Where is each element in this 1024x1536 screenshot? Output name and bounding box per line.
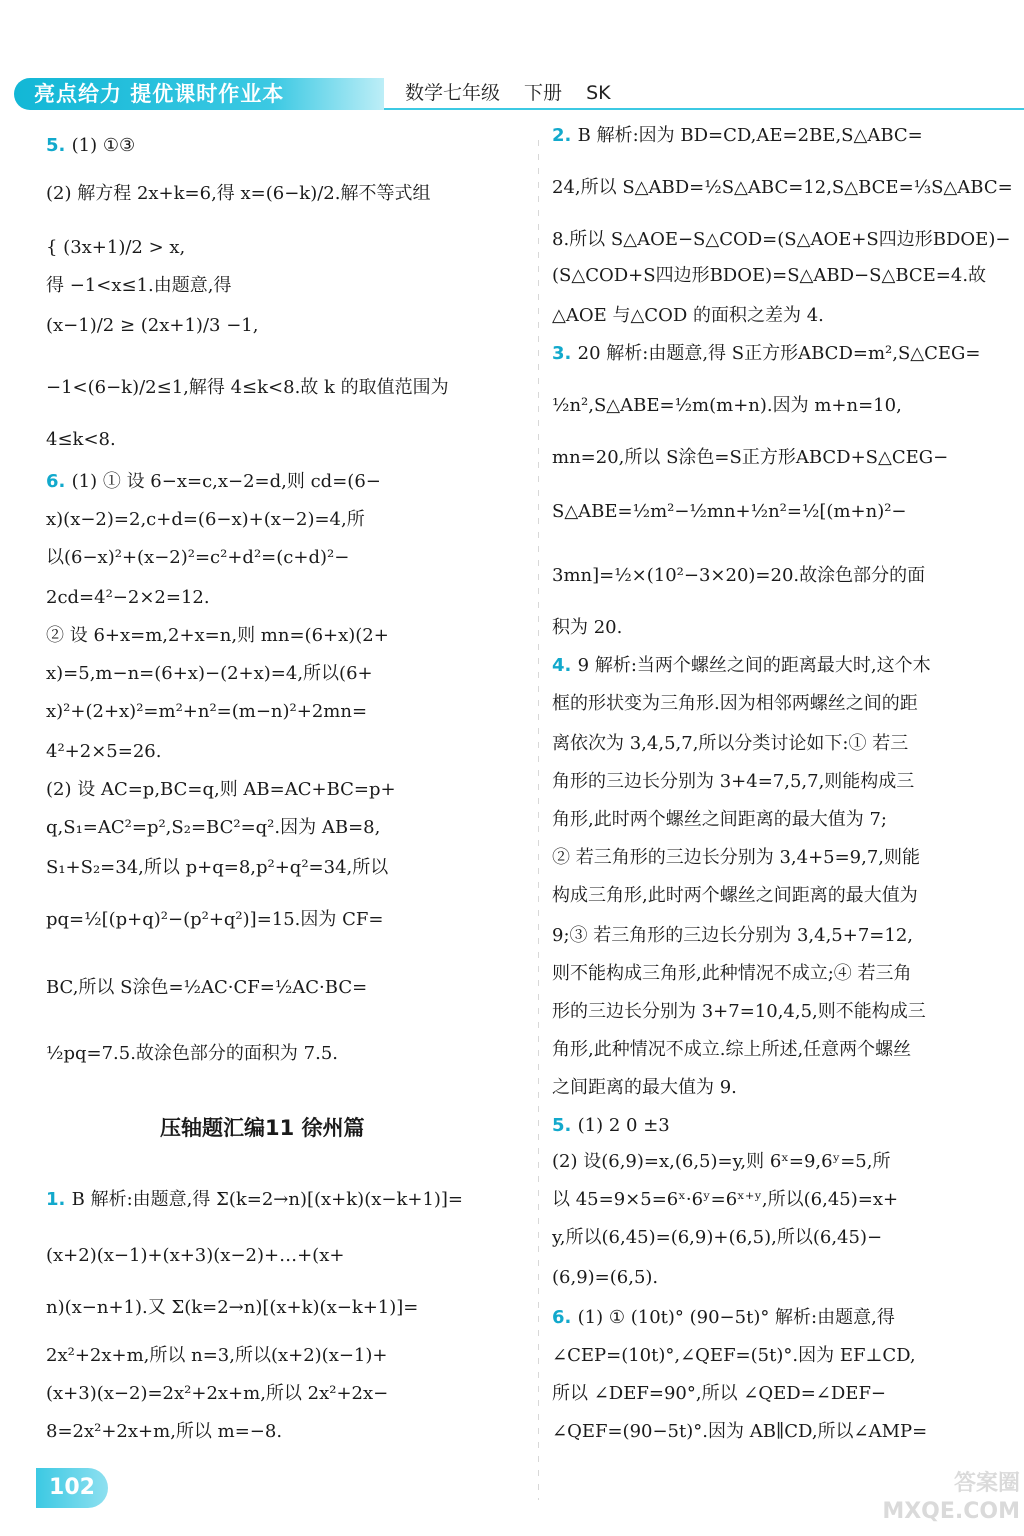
answer-text: (x−1)/2 ≥ (2x+1)/3 −1, <box>46 315 259 336</box>
right-answer-line <box>552 692 918 716</box>
answer-text: (1) ①③ <box>71 135 136 156</box>
left-answer-line <box>46 586 210 610</box>
answer-text: 形的三边长分别为 3+7=10,4,5,则不能构成三 <box>552 1001 926 1022</box>
left-answer-line <box>46 816 380 840</box>
answer-text: 3mn]=½×(10²−3×20)=20.故涂色部分的面 <box>552 565 926 586</box>
answer-text: BC,所以 S涂色=½AC·CF=½AC·BC= <box>46 977 368 998</box>
right-answer-line <box>552 1382 886 1406</box>
right-answer-line <box>552 264 986 288</box>
answer-text: n)(x−n+1).又 Σ(k=2→n)[(x+k)(x−k+1)]= <box>46 1297 419 1318</box>
answer-text: −1<(6−k)/2≤1,解得 4≤k<8.故 k 的取值范围为 <box>46 377 449 398</box>
question-number: 6. <box>46 471 72 492</box>
brand-title: 亮点给力 提优课时作业本 <box>34 82 285 106</box>
left-answer-line <box>46 700 367 724</box>
answer-text: 以 45=9×5=6ˣ·6ʸ=6ˣ⁺ʸ,所以(6,45)=x+ <box>552 1189 899 1210</box>
right-answer-line <box>552 962 912 986</box>
question-number: 6. <box>552 1307 578 1328</box>
left-answer-line <box>46 1244 344 1268</box>
answer-text: ② 若三角形的三边长分别为 3,4+5=9,7,则能 <box>552 847 921 868</box>
left-answer-line <box>46 624 389 648</box>
answer-text: x)²+(2+x)²=m²+n²=(m−n)²+2mn= <box>46 701 368 722</box>
answer-text: (2) 设 AC=p,BC=q,则 AB=AC+BC=p+ <box>46 779 396 800</box>
left-answer-line <box>46 856 388 880</box>
left-answer-line <box>46 274 231 298</box>
right-answer-line <box>552 846 920 870</box>
answer-text: (1) 2 0 ±3 <box>577 1115 670 1136</box>
answer-text: S₁+S₂=34,所以 p+q=8,p²+q²=34,所以 <box>46 857 389 878</box>
left-answer-line <box>46 1344 388 1368</box>
answer-text: 角形的三边长分别为 3+4=7,5,7,则能构成三 <box>552 771 915 792</box>
right-answer-line <box>552 1188 898 1212</box>
left-answer-line <box>46 182 430 206</box>
page-number: 102 <box>36 1468 108 1508</box>
question-number: 3. <box>552 343 578 364</box>
right-answer-line <box>552 732 908 756</box>
answer-text: 以(6−x)²+(x−2)²=c²+d²=(c+d)²− <box>46 547 350 568</box>
answer-text: 得 −1<x≤1.由题意,得 <box>46 275 232 296</box>
answer-text: 2cd=4²−2×2=12. <box>46 587 210 608</box>
answer-text: (6,9)=(6,5). <box>552 1267 659 1288</box>
right-answer-line <box>552 808 887 832</box>
answer-text: 2x²+2x+m,所以 n=3,所以(x+2)(x−1)+ <box>46 1345 388 1366</box>
answer-text: 构成三角形,此时两个螺丝之间距离的最大值为 <box>552 885 918 906</box>
left-answer-line <box>46 1188 463 1212</box>
left-answer-line <box>46 908 383 932</box>
answer-text: (S△COD+S四边形BDOE)=S△ABD−S△BCE=4.故 <box>552 265 987 286</box>
question-number: 5. <box>46 135 72 156</box>
left-answer-line <box>46 428 116 452</box>
right-answer-line <box>552 770 914 794</box>
right-answer-line <box>552 176 1013 200</box>
answer-text: 离依次为 3,4,5,7,所以分类讨论如下:① 若三 <box>552 733 909 754</box>
left-answer-line <box>46 236 185 260</box>
right-answer-line <box>552 446 948 470</box>
header-rule <box>384 108 1024 110</box>
answer-text: ∠CEP=(10t)°,∠QEF=(5t)°.因为 EF⊥CD, <box>552 1345 916 1366</box>
right-answer-line <box>552 1114 670 1138</box>
section-title: 压轴题汇编11 徐州篇 <box>160 1116 365 1140</box>
right-answer-line <box>552 1266 658 1290</box>
answer-text: 8.所以 S△AOE−S△COD=(S△AOE+S四边形BDOE)− <box>552 229 1011 250</box>
right-answer-line <box>552 1344 916 1368</box>
right-answer-line <box>552 1076 737 1100</box>
right-answer-line <box>552 1038 911 1062</box>
answer-text: (x+3)(x−2)=2x²+2x+m,所以 2x²+2x− <box>46 1383 389 1404</box>
right-answer-line <box>552 500 907 524</box>
left-answer-line <box>46 376 449 400</box>
answer-text: ½n²,S△ABE=½m(m+n).因为 m+n=10, <box>552 395 902 416</box>
left-answer-line <box>46 314 258 338</box>
answer-text: (2) 解方程 2x+k=6,得 x=(6−k)/2.解不等式组 <box>46 183 431 204</box>
answer-text: 之间距离的最大值为 9. <box>552 1077 737 1098</box>
answer-text: (x+2)(x−1)+(x+3)(x−2)+…+(x+ <box>46 1245 345 1266</box>
answer-text: ∠QEF=(90−5t)°.因为 AB∥CD,所以∠AMP= <box>552 1421 928 1442</box>
answer-text: x)(x−2)=2,c+d=(6−x)+(x−2)=4,所 <box>46 509 365 530</box>
answer-text: (1) ① (10t)° (90−5t)° 解析:由题意,得 <box>577 1307 895 1328</box>
answer-text: 积为 20. <box>552 617 623 638</box>
right-answer-line <box>552 1306 895 1330</box>
answer-text: B 解析:因为 BD=CD,AE=2BE,S△ABC= <box>577 125 923 146</box>
answer-text: q,S₁=AC²=p²,S₂=BC²=q².因为 AB=8, <box>46 817 381 838</box>
question-number: 2. <box>552 125 578 146</box>
left-answer-line <box>46 1382 388 1406</box>
answer-text: 框的形状变为三角形.因为相邻两螺丝之间的距 <box>552 693 918 714</box>
right-answer-line <box>552 342 981 366</box>
left-answer-line <box>46 508 365 532</box>
left-answer-line <box>46 134 135 158</box>
right-answer-line <box>552 304 824 328</box>
answer-text: 20 解析:由题意,得 S正方形ABCD=m²,S△CEG= <box>577 343 981 364</box>
left-answer-line <box>46 546 349 570</box>
right-answer-line <box>552 1000 926 1024</box>
watermark-logo: 答案圈 MXQE.COM <box>882 1471 1020 1524</box>
right-answer-line <box>552 394 902 418</box>
right-answer-line <box>552 884 918 908</box>
right-answer-line <box>552 616 622 640</box>
answer-text: y,所以(6,45)=(6,9)+(6,5),所以(6,45)− <box>552 1227 883 1248</box>
answer-text: 则不能构成三角形,此种情况不成立;④ 若三角 <box>552 963 912 984</box>
answer-text: 角形,此时两个螺丝之间距离的最大值为 7; <box>552 809 887 830</box>
answer-text: pq=½[(p+q)²−(p²+q²)]=15.因为 CF= <box>46 909 384 930</box>
answer-text: 9;③ 若三角形的三边长分别为 3,4,5+7=12, <box>552 925 914 946</box>
answer-text: △AOE 与△COD 的面积之差为 4. <box>552 305 824 326</box>
right-answer-line <box>552 228 1010 252</box>
left-answer-line <box>46 976 367 1000</box>
question-number: 4. <box>552 655 578 676</box>
answer-text: B 解析:由题意,得 Σ(k=2→n)[(x+k)(x−k+1)]= <box>71 1189 464 1210</box>
question-number: 5. <box>552 1115 578 1136</box>
right-answer-line <box>552 1420 927 1444</box>
answer-text: 角形,此种情况不成立.综上所述,任意两个螺丝 <box>552 1039 912 1060</box>
left-answer-line <box>46 778 396 802</box>
left-answer-line <box>46 470 381 494</box>
question-number: 1. <box>46 1189 72 1210</box>
right-answer-line <box>552 564 925 588</box>
answer-text: 24,所以 S△ABD=½S△ABC=12,S△BCE=⅓S△ABC= <box>552 177 1013 198</box>
answer-text: ½pq=7.5.故涂色部分的面积为 7.5. <box>46 1043 338 1064</box>
subject-title: 数学七年级 下册 SK <box>405 82 611 104</box>
left-answer-line <box>46 1042 338 1066</box>
answer-text: (1) ① 设 6−x=c,x−2=d,则 cd=(6− <box>71 471 381 492</box>
answer-text: S△ABE=½m²−½mn+½n²=½[(m+n)²− <box>552 501 907 522</box>
answer-text: mn=20,所以 S涂色=S正方形ABCD+S△CEG− <box>552 447 949 468</box>
left-answer-line <box>46 740 161 764</box>
answer-text: x)=5,m−n=(6+x)−(2+x)=4,所以(6+ <box>46 663 373 684</box>
answer-text: 所以 ∠DEF=90°,所以 ∠QED=∠DEF− <box>552 1383 887 1404</box>
left-answer-line <box>46 1296 418 1320</box>
answer-text: 4²+2×5=26. <box>46 741 162 762</box>
answer-text: (2) 设(6,9)=x,(6,5)=y,则 6ˣ=9,6ʸ=5,所 <box>552 1151 891 1172</box>
left-answer-line <box>46 1420 282 1444</box>
right-answer-line <box>552 924 913 948</box>
answer-text: 9 解析:当两个螺丝之间的距离最大时,这个木 <box>577 655 931 676</box>
answer-text: { (3x+1)/2 > x, <box>46 237 186 258</box>
column-divider <box>538 140 539 1500</box>
right-answer-line <box>552 1150 890 1174</box>
right-answer-line <box>552 1226 882 1250</box>
right-answer-line <box>552 654 931 678</box>
answer-text: 8=2x²+2x+m,所以 m=−8. <box>46 1421 283 1442</box>
answer-text: ② 设 6+x=m,2+x=n,则 mn=(6+x)(2+ <box>46 625 389 646</box>
right-answer-line <box>552 124 923 148</box>
left-answer-line <box>46 662 373 686</box>
answer-text: 4≤k<8. <box>46 429 116 450</box>
